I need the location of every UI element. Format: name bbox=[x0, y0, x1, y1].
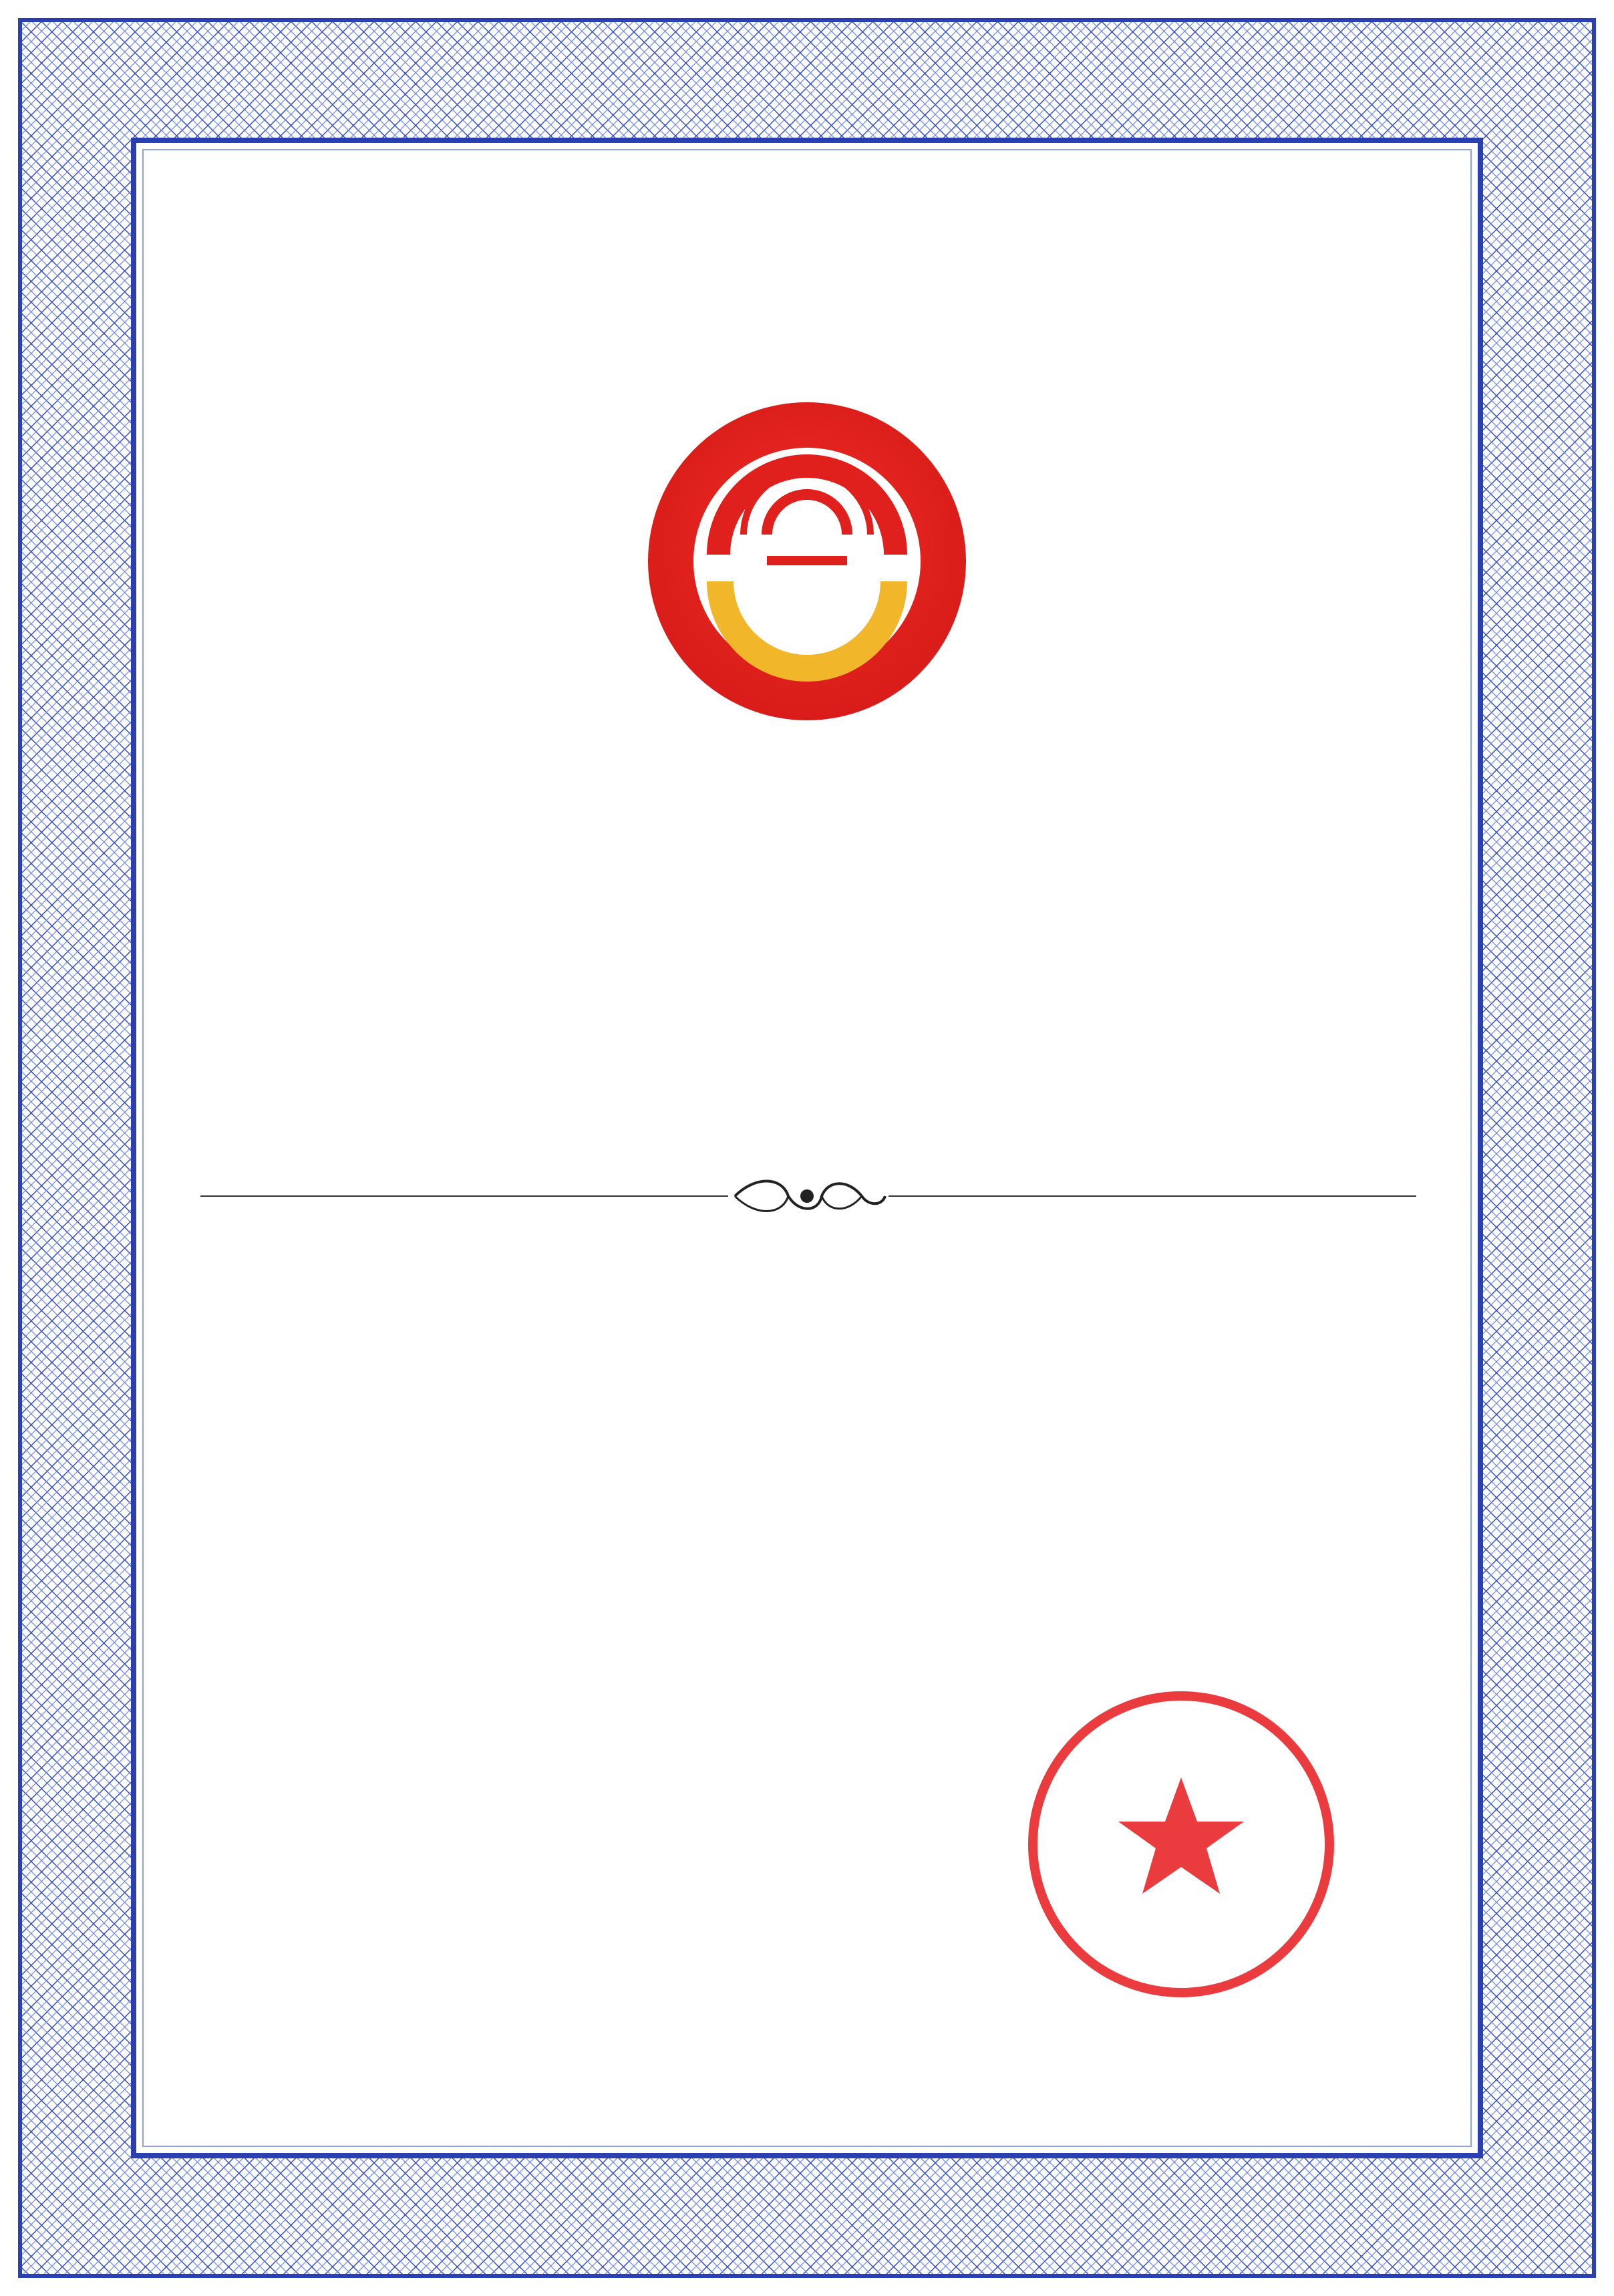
evaluation-text bbox=[212, 1228, 1455, 1284]
cc9000-logo bbox=[648, 402, 966, 720]
